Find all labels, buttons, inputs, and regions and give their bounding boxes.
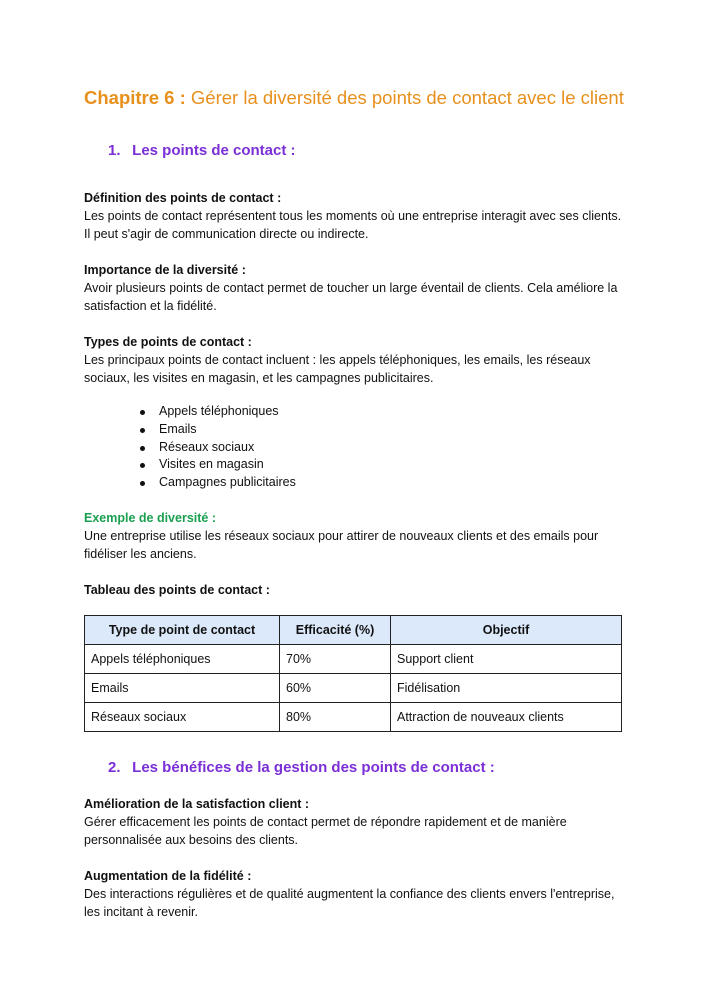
satisfaction-text: Gérer efficacement les points de contact permet de répondre rapidement et de manière personnalisée aux besoins des clients. [84,814,567,847]
table-header-type: Type de point de contact [85,615,280,644]
section-1-title: Les points de contact : [132,142,296,159]
document-page [84,84,624,921]
types-text: Les principaux points de contact incluent : les appels téléphoniques, les emails, les réseaux sociaux, les visites en magasin, et les campagnes publicitaires. [84,353,591,385]
table-header-row [85,615,622,644]
importance-block [84,261,624,315]
list-item: Appels téléphoniques [159,403,624,421]
section-1-heading [84,141,624,161]
table-cell: 80% [280,702,391,731]
list-item: Visites en magasin [159,456,624,474]
chapter-title-text: Gérer la diversité des points de contact avec le client [190,87,624,108]
section-1-number: 1. [108,142,121,159]
fidelity-text: Des interactions régulières et de qualité augmentent la confiance des clients envers l'entreprise, les incitant à revenir. [84,886,615,919]
table-row [85,673,622,702]
table-row [85,702,622,731]
table-cell: Attraction de nouveaux clients [391,702,622,731]
table-cell: Réseaux sociaux [85,702,280,731]
fidelity-block [84,867,624,921]
chapter-title [84,84,624,111]
section-2-number: 2. [108,758,121,776]
table-cell: Support client [391,644,622,673]
satisfaction-term: Amélioration de la satisfaction client : [84,796,310,811]
table-row [85,644,622,673]
table-cell: Emails [85,673,280,702]
table-header-objective: Objectif [391,615,622,644]
table-cell: 60% [280,673,391,702]
definition-block [84,189,624,243]
table-cell: Fidélisation [391,673,622,702]
table-caption: Tableau des points de contact : [84,582,270,597]
definition-text: Les points de contact représentent tous les moments où une entreprise interagit avec ses clients. Il peut s'agir de communication directe ou indirecte. [84,209,622,241]
table-block [84,581,624,732]
table-cell: 70% [280,644,391,673]
example-block [84,509,624,563]
contact-points-table [84,615,622,732]
list-item: Réseaux sociaux [159,439,624,457]
list-item: Campagnes publicitaires [159,474,624,492]
fidelity-term: Augmentation de la fidélité : [84,868,252,883]
importance-text: Avoir plusieurs points de contact permet de toucher un large éventail de clients. Cela améliore la satisfaction et la fidélité. [84,281,618,313]
contact-types-list [84,403,624,492]
example-term: Exemple de diversité : [84,510,217,525]
table-cell: Appels téléphoniques [85,644,280,673]
importance-term: Importance de la diversité : [84,263,246,277]
types-term: Types de points de contact : [84,335,252,349]
list-item: Emails [159,421,624,439]
types-block [84,333,624,387]
chapter-label: Chapitre 6 : [84,87,186,108]
section-2-title: Les bénéfices de la gestion des points de contact : [132,758,495,776]
satisfaction-block [84,795,624,849]
definition-term: Définition des points de contact : [84,191,282,205]
section-2-heading [84,758,624,778]
example-text: Une entreprise utilise les réseaux sociaux pour attirer de nouveaux clients et des emails pour fidéliser les anciens. [84,528,599,561]
table-header-efficacy: Efficacité (%) [280,615,391,644]
